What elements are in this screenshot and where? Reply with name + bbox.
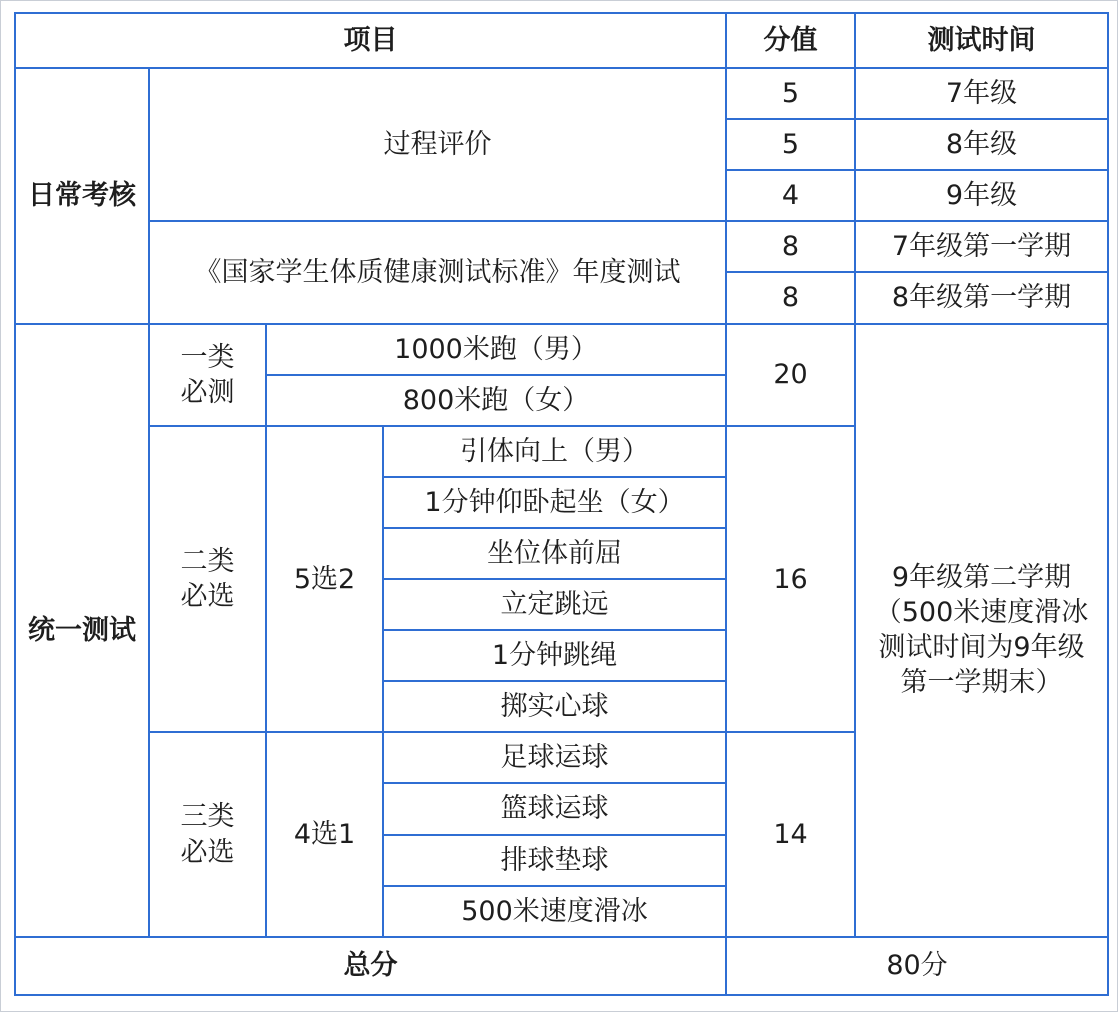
table-row <box>15 221 1108 272</box>
score-cell: 8 <box>726 272 855 323</box>
time-cell: 7年级 <box>855 68 1108 119</box>
unified-test-time <box>855 324 1108 937</box>
item-cell: 立定跳远 <box>383 579 726 630</box>
class2-label-line: 必选 <box>180 581 235 613</box>
class3-label <box>149 732 266 936</box>
table-row <box>15 324 1108 375</box>
item-cell: 引体向上（男） <box>383 426 726 477</box>
item-cell: 1分钟仰卧起坐（女） <box>383 477 726 528</box>
class2-label-line: 二类 <box>180 545 235 577</box>
national-test-label: 《国家学生体质健康测试标准》年度测试 <box>149 221 726 323</box>
score-cell: 5 <box>726 119 855 170</box>
time-cell: 9年级 <box>855 170 1108 221</box>
item-cell: 500米速度滑冰 <box>383 886 726 937</box>
item-cell: 篮球运球 <box>383 783 726 834</box>
item-cell: 掷实心球 <box>383 681 726 732</box>
item-cell: 足球运球 <box>383 732 726 783</box>
time-cell: 7年级第一学期 <box>855 221 1108 272</box>
process-eval-label: 过程评价 <box>149 68 726 221</box>
item-cell: 1000米跑（男） <box>266 324 726 375</box>
time-cell: 8年级 <box>855 119 1108 170</box>
class1-label-line: 必测 <box>180 376 235 408</box>
unified-test-label: 统一测试 <box>15 324 149 937</box>
class1-label-line: 一类 <box>180 341 235 373</box>
header-row <box>15 13 1108 68</box>
daily-assessment-label: 日常考核 <box>15 68 149 323</box>
score-table <box>14 12 1109 996</box>
class3-choice: 4选1 <box>266 732 383 936</box>
time-cell: 8年级第一学期 <box>855 272 1108 323</box>
test-time-line: 9年级第二学期 <box>891 561 1072 593</box>
header-score: 分值 <box>726 13 855 68</box>
class2-label <box>149 426 266 733</box>
class3-label-line: 三类 <box>180 801 235 833</box>
score-cell: 4 <box>726 170 855 221</box>
class2-choice: 5选2 <box>266 426 383 733</box>
test-time-line: （500米速度滑冰 <box>874 597 1089 629</box>
item-cell: 排球垫球 <box>383 835 726 886</box>
total-value: 80分 <box>726 937 1108 995</box>
header-test-time: 测试时间 <box>855 13 1108 68</box>
class3-label-line: 必选 <box>180 836 235 868</box>
header-project: 项目 <box>15 13 726 68</box>
test-time-line: 测试时间为9年级 <box>878 632 1085 664</box>
class2-score: 16 <box>726 426 855 733</box>
class1-score: 20 <box>726 324 855 426</box>
class3-score: 14 <box>726 732 855 936</box>
score-cell: 5 <box>726 68 855 119</box>
item-cell: 坐位体前屈 <box>383 528 726 579</box>
score-cell: 8 <box>726 221 855 272</box>
total-label: 总分 <box>15 937 726 995</box>
table-row <box>15 68 1108 119</box>
total-row <box>15 937 1108 995</box>
item-cell: 800米跑（女） <box>266 375 726 426</box>
class1-label <box>149 324 266 426</box>
test-time-line: 第一学期末） <box>900 667 1063 699</box>
item-cell: 1分钟跳绳 <box>383 630 726 681</box>
